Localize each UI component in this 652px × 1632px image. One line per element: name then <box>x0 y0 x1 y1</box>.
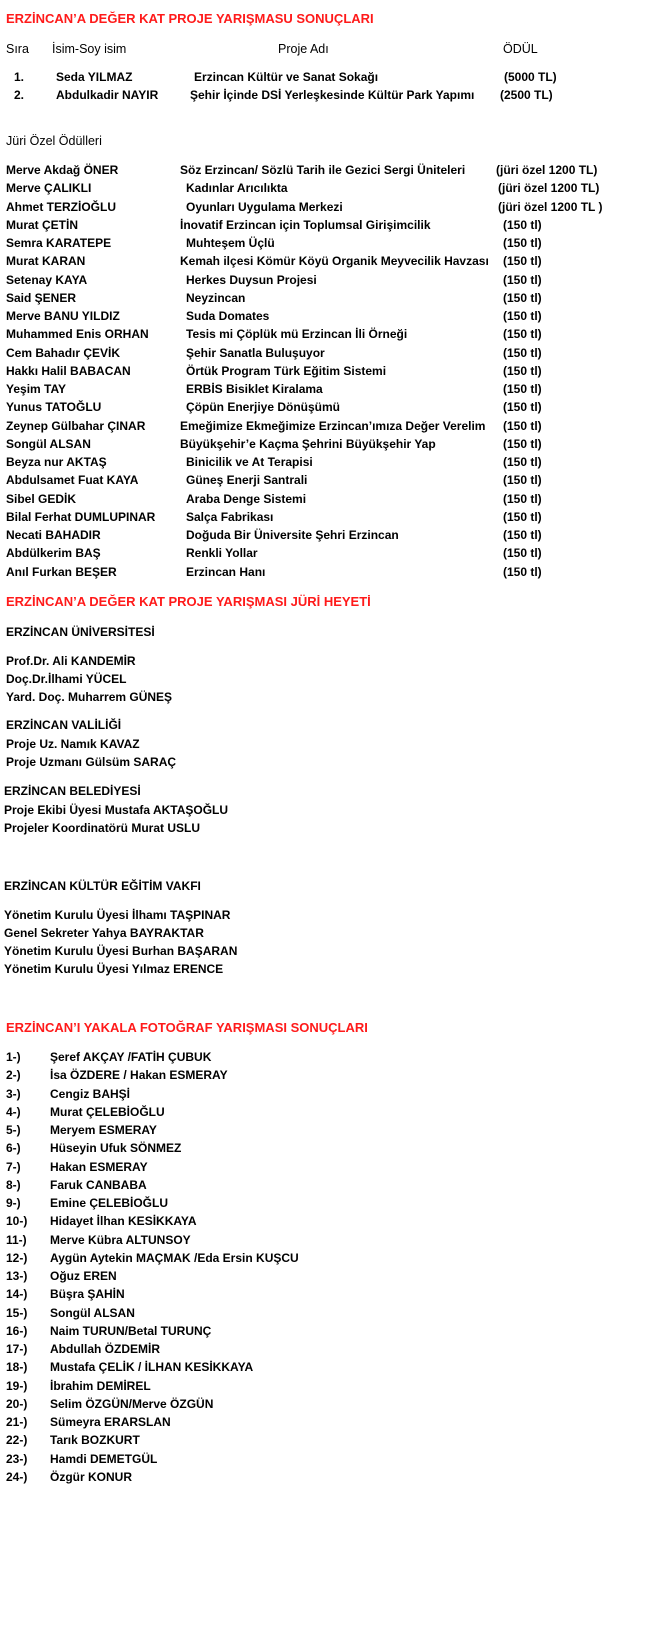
jury-award-prize: (150 tl) <box>503 528 542 542</box>
photo-result-name: Selim ÖZGÜN/Merve ÖZGÜN <box>50 1396 214 1411</box>
photo-result-number: 9-) <box>6 1196 21 1210</box>
committee-member: Yard. Doç. Muharrem GÜNEŞ <box>6 690 173 704</box>
photo-result-name: Şeref AKÇAY /FATİH ÇUBUK <box>50 1050 212 1064</box>
photo-result-name: Meryem ESMERAY <box>50 1123 157 1137</box>
jury-award-project: Araba Denge Sistemi <box>186 491 307 506</box>
jury-award-prize: (150 tl) <box>503 546 542 561</box>
jury-award-row <box>0 492 652 510</box>
result-row <box>0 88 652 106</box>
committee-member: Genel Sekreter Yahya BAYRAKTAR <box>4 926 204 940</box>
jury-award-project: Örtük Program Türk Eğitim Sistemi <box>186 363 387 378</box>
jury-award-row <box>0 510 652 528</box>
jury-award-prize: (150 tl) <box>503 363 542 378</box>
photo-result-name: Büşra ŞAHİN <box>50 1287 125 1302</box>
result-prize: (2500 TL) <box>500 88 553 102</box>
jury-award-prize: (150 tl) <box>503 418 542 433</box>
committee-member: Yönetim Kurulu Üyesi İlhamı TAŞPINAR <box>4 908 231 922</box>
jury-award-name: Hakkı Halil BABACAN <box>6 363 131 378</box>
photo-result-number: 17-) <box>6 1342 28 1356</box>
photo-result-name: Emine ÇELEBİOĞLU <box>50 1196 169 1210</box>
photo-result-row <box>0 1433 652 1451</box>
jury-award-row <box>0 364 652 382</box>
jury-award-name: Beyza nur AKTAŞ <box>6 455 107 469</box>
photo-result-number: 16-) <box>6 1323 28 1338</box>
jury-award-prize: (150 tl) <box>503 382 542 396</box>
photo-result-number: 20-) <box>6 1396 28 1411</box>
jury-award-project: Şehir Sanatla Buluşuyor <box>186 345 325 360</box>
jury-award-name: Said ŞENER <box>6 290 77 305</box>
photo-result-row <box>0 1324 652 1342</box>
photo-results-title: ERZİNCAN’I YAKALA FOTOĞRAF YARIŞMASI SONUÇLARI <box>6 1020 368 1035</box>
photo-result-row <box>0 1360 652 1378</box>
photo-result-number: 12-) <box>6 1250 28 1265</box>
committee-member: Yönetim Kurulu Üyesi Yılmaz ERENCE <box>4 962 224 976</box>
committee-member: Prof.Dr. Ali KANDEMİR <box>6 654 136 668</box>
jury-award-project: Emeğimize Ekmeğimize Erzincan’ımıza Değer Verelim <box>180 418 486 433</box>
photo-result-number: 4-) <box>6 1104 21 1119</box>
photo-result-row <box>0 1269 652 1287</box>
photo-result-name: Murat ÇELEBİOĞLU <box>50 1104 165 1119</box>
jury-award-project: Oyunları Uygulama Merkezi <box>186 199 343 214</box>
jury-award-prize: (150 tl) <box>503 473 542 488</box>
jury-award-prize: (150 tl) <box>503 345 542 360</box>
photo-result-row <box>0 1141 652 1159</box>
header-project: Proje Adı <box>278 42 329 56</box>
photo-result-number: 8-) <box>6 1177 21 1192</box>
photo-result-name: Hidayet İlhan KESİKKAYA <box>50 1214 197 1229</box>
photo-result-name: Hamdi DEMETGÜL <box>50 1451 158 1466</box>
jury-award-row <box>0 528 652 546</box>
photo-result-name: İbrahim DEMİREL <box>50 1378 151 1393</box>
jury-award-row <box>0 163 652 181</box>
jury-award-project: Neyzincan <box>186 290 246 305</box>
photo-result-row <box>0 1050 652 1068</box>
jury-award-prize: (150 tl) <box>503 254 542 269</box>
jury-award-prize: (150 tl) <box>503 290 542 305</box>
jury-award-name: Necati BAHADIR <box>6 528 101 542</box>
result-rank: 2. <box>14 88 25 102</box>
committee-member: Projeler Koordinatörü Murat USLU <box>4 821 201 835</box>
photo-result-name: Faruk CANBABA <box>50 1177 147 1192</box>
photo-result-row <box>0 1306 652 1324</box>
committee-member: Proje Ekibi Üyesi Mustafa AKTAŞOĞLU <box>4 803 229 817</box>
photo-result-number: 24-) <box>6 1469 28 1484</box>
jury-award-row <box>0 181 652 199</box>
committee-member: Proje Uz. Namık KAVAZ <box>6 737 140 751</box>
jury-award-name: Murat ÇETİN <box>6 217 78 232</box>
committee-member: Proje Uzmanı Gülsüm SARAÇ <box>6 755 177 769</box>
photo-result-row <box>0 1178 652 1196</box>
result-rank: 1. <box>14 70 25 84</box>
jury-award-project: Kadınlar Arıcılıkta <box>186 181 288 196</box>
photo-result-number: 7-) <box>6 1159 21 1174</box>
result-name: Seda YILMAZ <box>56 70 133 84</box>
jury-award-name: Cem Bahadır ÇEVİK <box>6 345 121 360</box>
photo-result-row <box>0 1123 652 1141</box>
jury-award-project: Suda Domates <box>186 309 270 323</box>
photo-result-row <box>0 1342 652 1360</box>
jury-award-name: Yeşim TAY <box>6 382 67 396</box>
photo-result-row <box>0 1397 652 1415</box>
jury-award-project: Salça Fabrikası <box>186 509 274 524</box>
jury-award-row <box>0 455 652 473</box>
jury-award-name: Merve BANU YILDIZ <box>6 309 120 323</box>
jury-awards-title: Jüri Özel Ödülleri <box>6 134 102 148</box>
jury-award-prize: (150 tl) <box>503 564 542 579</box>
result-name: Abdulkadir NAYIR <box>56 88 159 102</box>
jury-award-name: Sibel GEDİK <box>6 491 77 506</box>
result-prize: (5000 TL) <box>504 70 557 84</box>
jury-award-project: Erzincan Hanı <box>186 564 266 579</box>
jury-award-prize: (150 tl) <box>503 272 542 287</box>
jury-award-row <box>0 473 652 491</box>
committee-group-municipality: ERZİNCAN BELEDİYESİ <box>4 784 141 798</box>
jury-award-name: Murat KARAN <box>6 254 86 269</box>
photo-result-number: 18-) <box>6 1360 28 1375</box>
jury-award-project: Güneş Enerji Santrali <box>186 473 308 488</box>
jury-award-prize: (150 tl) <box>503 217 542 232</box>
jury-award-project: İnovatif Erzincan için Toplumsal Girişimcilik <box>180 217 431 232</box>
photo-result-number: 13-) <box>6 1269 28 1283</box>
jury-award-prize: (jüri özel 1200 TL) <box>496 163 598 177</box>
committee-group-university: ERZİNCAN ÜNİVERSİTESİ <box>6 625 155 639</box>
photo-result-row <box>0 1087 652 1105</box>
jury-award-row <box>0 546 652 564</box>
jury-award-project: Söz Erzincan/ Sözlü Tarih ile Gezici Sergi Üniteleri <box>180 163 466 177</box>
jury-award-prize: (150 tl) <box>503 509 542 524</box>
jury-award-row <box>0 437 652 455</box>
photo-result-name: Mustafa ÇELİK / İLHAN KESİKKAYA <box>50 1360 254 1375</box>
jury-award-row <box>0 218 652 236</box>
photo-result-name: Naim TURUN/Betal TURUNÇ <box>50 1323 212 1338</box>
committee-group-foundation: ERZİNCAN KÜLTÜR EĞİTİM VAKFI <box>4 879 201 893</box>
jury-award-name: Zeynep Gülbahar ÇINAR <box>6 418 146 433</box>
photo-result-row <box>0 1470 652 1488</box>
result-row <box>0 70 652 88</box>
photo-result-name: Songül ALSAN <box>50 1305 135 1320</box>
photo-result-name: Hakan ESMERAY <box>50 1159 148 1174</box>
jury-award-name: Ahmet TERZİOĞLU <box>6 199 116 214</box>
photo-result-row <box>0 1251 652 1269</box>
jury-award-project: Tesis mi Çöplük mü Erzincan İli Örneği <box>186 327 408 342</box>
photo-result-number: 1-) <box>6 1050 21 1064</box>
photo-result-name: Aygün Aytekin MAÇMAK /Eda Ersin KUŞCU <box>50 1250 299 1265</box>
photo-result-name: Sümeyra ERARSLAN <box>50 1415 171 1429</box>
result-project: Şehir İçinde DSİ Yerleşkesinde Kültür Park Yapımı <box>190 88 475 102</box>
photo-result-row <box>0 1105 652 1123</box>
jury-award-prize: (jüri özel 1200 TL) <box>498 181 600 196</box>
photo-result-name: Oğuz EREN <box>50 1269 117 1283</box>
jury-award-project: Muhteşem Üçlü <box>186 236 275 250</box>
jury-award-name: Anıl Furkan BEŞER <box>6 564 117 579</box>
committee-member: Yönetim Kurulu Üyesi Burhan BAŞARAN <box>4 944 238 958</box>
photo-result-row <box>0 1068 652 1086</box>
result-project: Erzincan Kültür ve Sanat Sokağı <box>194 70 379 84</box>
photo-result-name: Merve Kübra ALTUNSOY <box>50 1232 191 1247</box>
header-prize: ÖDÜL <box>503 42 538 56</box>
photo-result-number: 10-) <box>6 1214 28 1229</box>
photo-result-name: Hüseyin Ufuk SÖNMEZ <box>50 1141 182 1156</box>
jury-award-project: Doğuda Bir Üniversite Şehri Erzincan <box>186 528 399 542</box>
jury-award-name: Semra KARATEPE <box>6 236 112 250</box>
photo-result-row <box>0 1233 652 1251</box>
header-rank: Sıra <box>6 42 29 56</box>
jury-award-name: Songül ALSAN <box>6 436 91 451</box>
photo-result-number: 23-) <box>6 1451 28 1466</box>
photo-result-number: 14-) <box>6 1287 28 1302</box>
jury-award-name: Abdülkerim BAŞ <box>6 546 101 561</box>
jury-award-row <box>0 309 652 327</box>
jury-award-prize: (150 tl) <box>503 236 542 250</box>
photo-result-name: Abdullah ÖZDEMİR <box>50 1342 160 1356</box>
jury-award-project: Herkes Duysun Projesi <box>186 272 317 287</box>
photo-result-name: İsa ÖZDERE / Hakan ESMERAY <box>50 1068 228 1083</box>
photo-result-number: 19-) <box>6 1378 28 1393</box>
photo-result-name: Tarık BOZKURT <box>50 1433 140 1448</box>
jury-award-project: ERBİS Bisiklet Kiralama <box>186 382 323 396</box>
jury-award-project: Kemah ilçesi Kömür Köyü Organik Meyvecilik Havzası <box>180 254 489 269</box>
photo-result-row <box>0 1214 652 1232</box>
jury-award-project: Renkli Yollar <box>186 546 258 561</box>
photo-result-number: 2-) <box>6 1068 21 1083</box>
committee-member: Doç.Dr.İlhami YÜCEL <box>6 672 127 686</box>
project-results-title: ERZİNCAN’A DEĞER KAT PROJE YARIŞMASU SONUÇLARI <box>6 11 374 26</box>
photo-result-row <box>0 1415 652 1433</box>
photo-result-number: 21-) <box>6 1415 28 1429</box>
jury-award-prize: (150 tl) <box>503 491 542 506</box>
photo-result-number: 6-) <box>6 1141 21 1156</box>
jury-award-row <box>0 565 652 583</box>
jury-award-prize: (jüri özel 1200 TL ) <box>498 199 603 214</box>
jury-award-row <box>0 419 652 437</box>
jury-award-project: Binicilik ve At Terapisi <box>186 455 313 469</box>
jury-award-row <box>0 273 652 291</box>
jury-award-row <box>0 200 652 218</box>
jury-award-row <box>0 254 652 272</box>
jury-award-prize: (150 tl) <box>503 309 542 323</box>
jury-award-row <box>0 291 652 309</box>
jury-award-name: Abdulsamet Fuat KAYA <box>6 473 139 488</box>
jury-award-row <box>0 382 652 400</box>
photo-result-number: 22-) <box>6 1433 28 1448</box>
photo-result-number: 15-) <box>6 1305 28 1320</box>
jury-award-name: Merve ÇALIKLI <box>6 181 92 196</box>
jury-award-project: Çöpün Enerjiye Dönüşümü <box>186 400 341 415</box>
photo-result-row <box>0 1379 652 1397</box>
jury-award-prize: (150 tl) <box>503 327 542 342</box>
jury-award-row <box>0 236 652 254</box>
jury-award-prize: (150 tl) <box>503 436 542 451</box>
jury-award-name: Yunus TATOĞLU <box>6 400 102 415</box>
photo-result-row <box>0 1287 652 1305</box>
jury-award-row <box>0 346 652 364</box>
photo-result-name: Özgür KONUR <box>50 1469 132 1484</box>
jury-award-name: Merve Akdağ ÖNER <box>6 163 119 177</box>
photo-result-number: 5-) <box>6 1123 21 1137</box>
photo-result-number: 3-) <box>6 1086 21 1101</box>
jury-award-project: Büyükşehir’e Kaçma Şehrini Büyükşehir Yap <box>180 436 436 451</box>
jury-award-prize: (150 tl) <box>503 455 542 469</box>
jury-award-name: Bilal Ferhat DUMLUPINAR <box>6 509 156 524</box>
photo-result-row <box>0 1196 652 1214</box>
jury-award-prize: (150 tl) <box>503 400 542 415</box>
photo-result-name: Cengiz BAHŞİ <box>50 1086 131 1101</box>
committee-group-governorship: ERZİNCAN VALİLİĞİ <box>6 718 122 732</box>
jury-award-row <box>0 327 652 345</box>
header-name: İsim-Soy isim <box>52 42 127 56</box>
jury-award-row <box>0 400 652 418</box>
photo-result-row <box>0 1160 652 1178</box>
photo-result-row <box>0 1452 652 1470</box>
jury-award-name: Setenay KAYA <box>6 272 88 287</box>
photo-result-number: 11-) <box>6 1232 27 1247</box>
jury-award-name: Muhammed Enis ORHAN <box>6 327 149 342</box>
jury-committee-title: ERZİNCAN’A DEĞER KAT PROJE YARIŞMASI JÜRİ HEYETİ <box>6 594 371 609</box>
